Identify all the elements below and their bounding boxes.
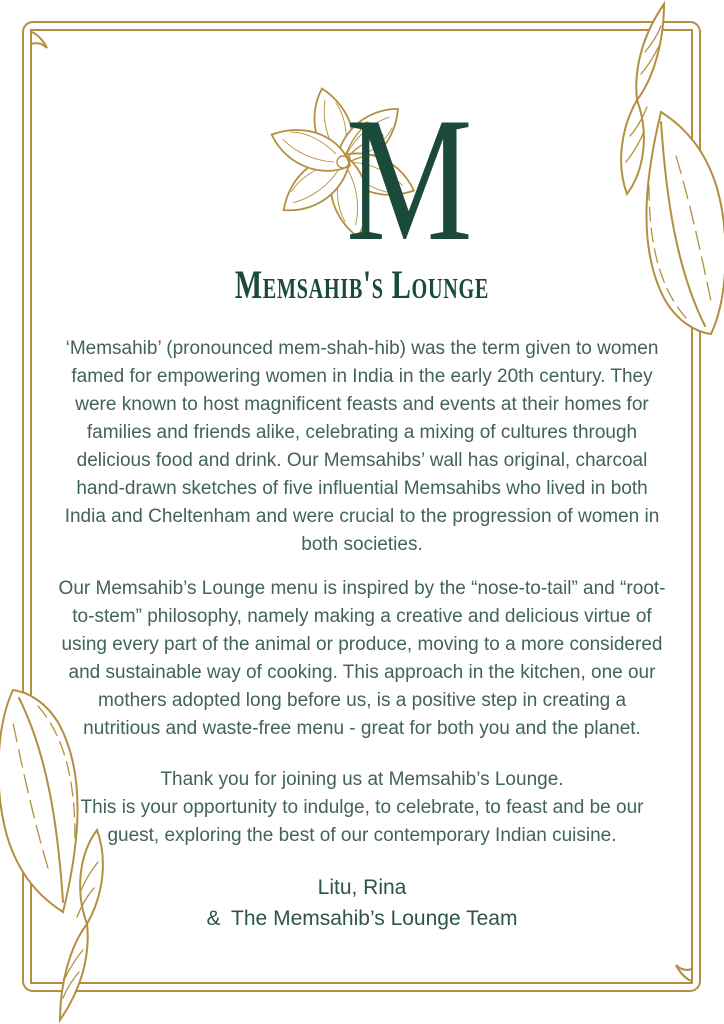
corner-flourish-top-left (31, 32, 47, 48)
top-right-leaf-illustration (621, 4, 724, 334)
closing-line-1: Thank you for joining us at Memsahib’s Lounge. (160, 769, 564, 790)
corner-flourish-bottom-right (676, 965, 692, 981)
brand-monogram: M (346, 80, 473, 278)
intro-paragraph-2: Our Memsahib’s Lounge menu is inspired by the “nose-to-tail” and “root-to-stem” philosophy, namely making a creative and delicious virtue of using every part of the animal or produce, moving to a more considered and sustainable way of cooking. This approach in the kitchen, one our mothers adopted long before us, is a positive step in creating a nutritious and waste-free menu - great for both you and the planet. (58, 578, 666, 739)
signature-team: & The Memsahib’s Lounge Team (206, 907, 518, 930)
closing-paragraph (57, 766, 667, 850)
signature-names: Litu, Rina (317, 876, 407, 899)
intro-paragraph-1: ‘Memsahib’ (pronounced mem-shah-hib) was the term given to women famed for empowering women in India in the early 20th century. They were known to host magnificent feasts and events at their homes for families and friends alike, celebrating a mixing of cultures through delicious food and drink. Our Memsahibs’ wall has original, charcoal hand-drawn sketches of five influential Memsahibs who lived in both India and Cheltenham and were crucial to the progression of women in both societies. (64, 338, 660, 555)
brand-title: Memsahib's Lounge (234, 261, 490, 307)
signature-block (57, 872, 667, 934)
closing-line-2: This is your opportunity to indulge, to celebrate, to feast and be our guest, exploring the best of our contemporary Indian cuisine. (80, 797, 644, 846)
